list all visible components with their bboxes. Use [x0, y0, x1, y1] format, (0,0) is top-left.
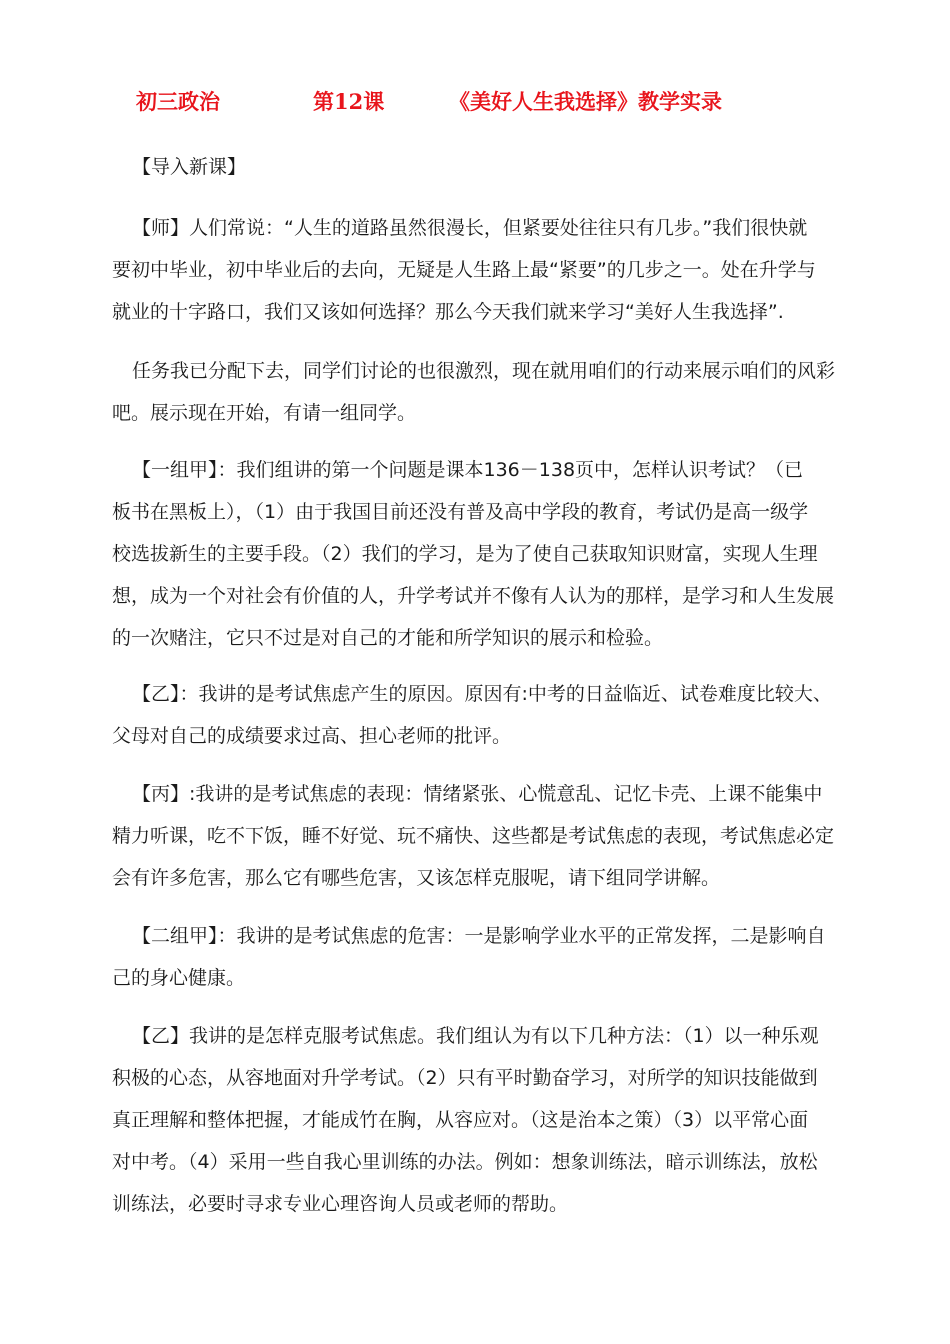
- paragraph-line: 父母对自己的成绩要求过高、担心老师的批评。: [112, 725, 512, 747]
- paragraph-line: 【乙】我讲的是怎样克服考试焦虑。我们组认为有以下几种方法：（1）以一种乐观: [132, 1025, 819, 1047]
- paragraph-line: 精力听课，吃不下饭，睡不好觉、玩不痛快、这些都是考试焦虑的表现，考试焦虑必定: [112, 825, 835, 847]
- paragraph-line: 吧。展示现在开始，有请一组同学。: [112, 402, 417, 424]
- paragraph-line: 就业的十字路口，我们又该如何选择？那么今天我们就来学习“美好人生我选择”.: [112, 301, 784, 323]
- paragraph-line: 【师】人们常说：“人生的道路虽然很漫长，但紧要处往往只有几步。”我们很快就: [132, 217, 808, 239]
- paragraph-group2-a: [112, 915, 844, 999]
- paragraph-group1-a: [112, 449, 844, 659]
- paragraph-group2-b: [112, 1015, 844, 1225]
- title-lesson-number: 第12课: [313, 89, 385, 114]
- paragraph-task: [112, 350, 844, 434]
- document-title: [0, 86, 950, 118]
- paragraph-teacher: [112, 207, 844, 333]
- paragraph-line: 【一组甲】：我们组讲的第一个问题是课本136－138页中，怎样认识考试？（已: [132, 459, 804, 481]
- paragraph-line: 对中考。（4）采用一些自我心里训练的办法。例如：想象训练法，暗示训练法，放松: [112, 1151, 818, 1173]
- paragraph-group1-c: [112, 773, 844, 899]
- paragraph-line: 训练法，必要时寻求专业心理咨询人员或老师的帮助。: [112, 1193, 569, 1215]
- paragraph-line: 会有许多危害，那么它有哪些危害，又该怎样克服呢，请下组同学讲解。: [112, 867, 721, 889]
- paragraph-line: 的一次赌注，它只不过是对自己的才能和所学知识的展示和检验。: [112, 627, 664, 649]
- paragraph-line: 积极的心态，从容地面对升学考试。（2）只有平时勤奋学习，对所学的知识技能做到: [112, 1067, 818, 1089]
- paragraph-line: 真正理解和整体把握，才能成竹在胸，从容应对。（这是治本之策）（3）以平常心面: [112, 1109, 809, 1131]
- paragraph-line: 【二组甲】：我讲的是考试焦虑的危害：一是影响学业水平的正常发挥，二是影响自: [132, 925, 826, 947]
- paragraph-line: 想，成为一个对社会有价值的人，升学考试并不像有人认为的那样，是学习和人生发展: [112, 585, 835, 607]
- paragraph-line: 校选拔新生的主要手段。（2）我们的学习，是为了使自己获取知识财富，实现人生理: [112, 543, 818, 565]
- paragraph-line: 任务我已分配下去，同学们讨论的也很激烈，现在就用咱们的行动来展示咱们的风彩: [132, 360, 836, 382]
- paragraph-line: 【乙】：我讲的是考试焦虑产生的原因。原因有:中考的日益临近、试卷难度比较大、: [132, 683, 832, 705]
- section-heading-intro: [112, 146, 864, 188]
- paragraph-line: 【导入新课】: [132, 156, 247, 178]
- paragraph-group1-b: [112, 673, 844, 757]
- paragraph-line: 【丙】:我讲的是考试焦虑的表现：情绪紧张、心慌意乱、记忆卡壳、上课不能集中: [132, 783, 823, 805]
- paragraph-line: 己的身心健康。: [112, 967, 246, 989]
- paragraph-line: 板书在黑板上），（1）由于我国目前还没有普及高中学段的教育，考试仍是高一级学: [112, 501, 809, 523]
- paragraph-line: 要初中毕业，初中毕业后的去向，无疑是人生路上最“紧要”的几步之一。处在升学与: [112, 259, 816, 281]
- title-lesson-name: 《美好人生我选择》教学实录: [449, 89, 722, 114]
- title-subject: 初三政治: [136, 89, 220, 114]
